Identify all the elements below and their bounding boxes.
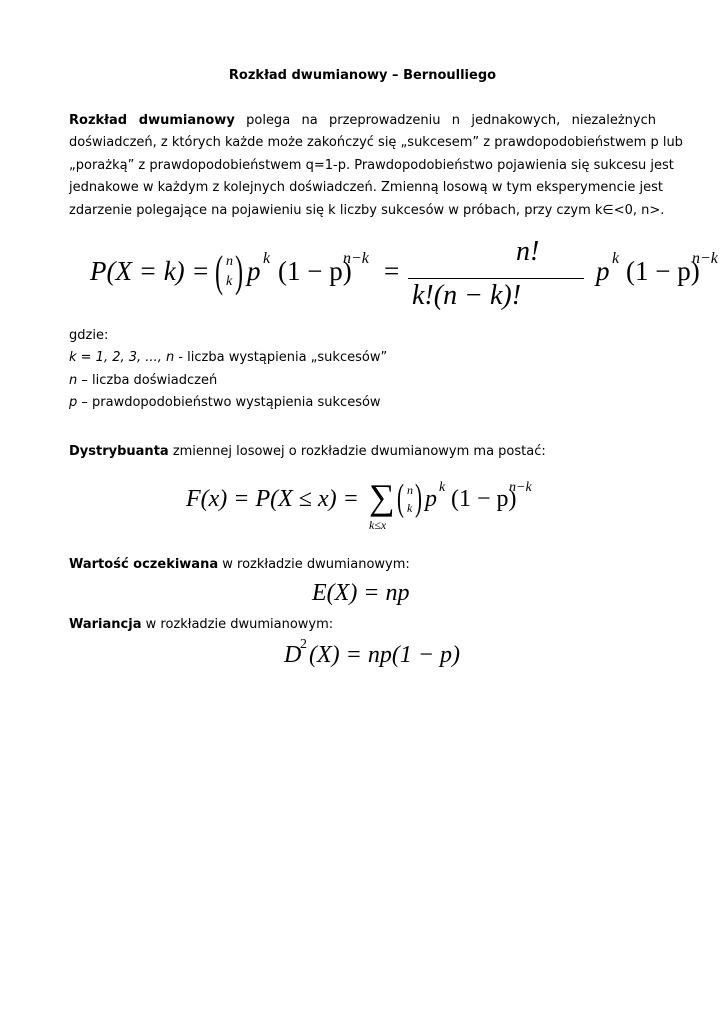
pmf-binom-top: n — [226, 254, 233, 269]
definition-n: n – liczba doświadczeń — [69, 372, 218, 388]
fraction-bar — [408, 278, 584, 279]
document-page: Rozkład dwumianowy – Bernoulliego Rozkład dwumianowy polega na przeprowadzeniu n jednakowych, niezależnych doświadczeń, z których każde może zakończyć się „sukcesem” z prawdopodobieństwem p lub „porażką” z prawdopodobieństwem q=1-p. Prawdopodobieństwo pojawienia się sukcesu jest jednakowe w każdym z kolejnych doświadczeń. Zmienną losową w tym eksperymencie jest zdarzenie polegające na pojawieniu się k liczby sukcesów w próbach, przy czym k∈<0, n>. P(X = k) = ( n k ) p k (1 − p) n−k = n! k!(n − k)! p k (1 − p) n−k gdzie: k = 1, 2, 3, ..., n - liczba wystąpienia „sukcesów” n – liczba doświadczeń p – prawdopodobieństwo wystąpienia sukcesów Dystrybuanta zmiennej losowej o rozkładzie dwumianowym ma postać: F(x) = P(X ≤ x) = ∑ k≤x ( n k ) p k (1 − p) n−k Wartość oczekiwana w rozkładzie dwumianowym: E(X) = np Wariancja w rozkładzie dwumianowym: D 2 (X) = np(1 − p) — [0, 0, 725, 1024]
sum-subscript: k≤x — [369, 518, 387, 532]
pmf-fraction-numerator: n! — [516, 236, 540, 267]
intro-paragraph — [69, 110, 683, 222]
intro-line-1: Rozkład dwumianowy polega na przeprowadzeniu n jednakowych, niezależnych — [69, 113, 656, 128]
pmf-binom-bottom: k — [226, 274, 233, 289]
definitions-heading: gdzie: — [69, 328, 109, 343]
pmf-lhs: P(X = k) = — [90, 256, 210, 286]
expectation-label: Wartość oczekiwana w rozkładzie dwumianowym: — [69, 557, 410, 572]
expectation-formula: E(X) = np — [312, 580, 410, 606]
intro-lead-term: Rozkład dwumianowy — [69, 113, 235, 128]
intro-line-4: jednakowe w każdym z kolejnych doświadczeń. Zmienną losową w tym eksperymencie jest — [69, 180, 663, 196]
definition-p: p – prawdopodobieństwo wystąpienia sukcesów — [69, 395, 381, 411]
intro-line-3: „porażką” z prawdopodobieństwem q=1-p. Prawdopodobieństwo pojawienia się sukcesu jest — [69, 157, 674, 173]
intro-line-5: zdarzenie polegające na pojawieniu się k liczby sukcesów w próbach, przy czym k∈<0, n>. — [69, 202, 665, 218]
definition-k: k = 1, 2, 3, ..., n - liczba wystąpienia „sukcesów” — [69, 350, 388, 366]
variance-label: Wariancja w rozkładzie dwumianowym: — [69, 617, 334, 632]
document-title: Rozkład dwumianowy – Bernoulliego — [228, 68, 497, 83]
definitions-list — [69, 325, 387, 415]
intro-line-2: doświadczeń, z których każde może zakończyć się „sukcesem” z prawdopodobieństwem p lub — [69, 135, 683, 151]
cdf-label: Dystrybuanta zmiennej losowej o rozkładzie dwumianowym ma postać: — [69, 444, 546, 459]
sum-symbol: ∑ — [369, 477, 395, 517]
pmf-fraction-denominator: k!(n − k)! — [412, 280, 522, 311]
